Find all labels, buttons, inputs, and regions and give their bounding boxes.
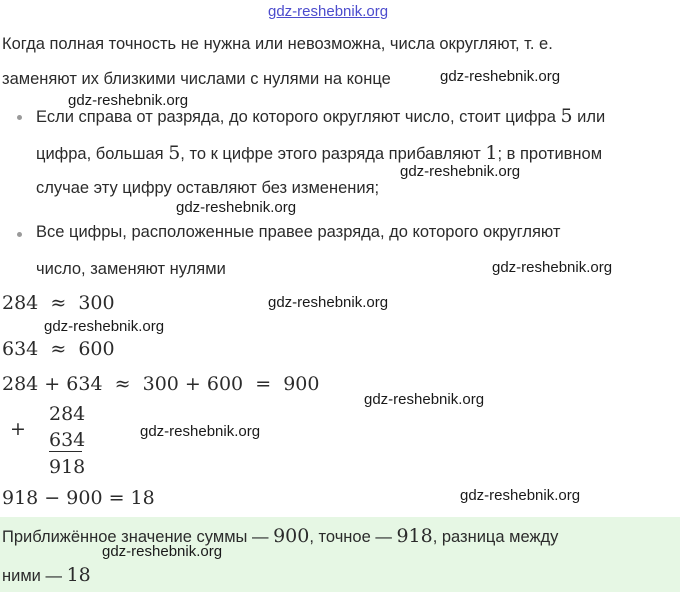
watermark: gdz-reshebnik.org: [44, 318, 165, 335]
plus-sign: +: [10, 418, 26, 440]
bullet-2-line-1: Все цифры, расположенные правее разряда, до которого округляют: [36, 223, 561, 241]
bullet-marker: [17, 115, 22, 120]
equation-3: 284 + 634 ≈ 300 + 600 = 900: [2, 373, 320, 395]
watermark: gdz-reshebnik.org: [102, 543, 223, 560]
bullet-marker: [17, 232, 22, 237]
number: 900: [273, 525, 310, 547]
intro-line-2: заменяют их близкими числами с нулями на конце: [2, 70, 391, 88]
watermark: gdz-reshebnik.org: [176, 199, 297, 216]
addend-1: 284: [49, 403, 86, 425]
watermark-top[interactable]: gdz-reshebnik.org: [268, 3, 389, 20]
bullet-1-line-2: [36, 142, 602, 164]
bullet-1-line-1: [36, 105, 605, 127]
watermark: gdz-reshebnik.org: [460, 487, 581, 504]
watermark: gdz-reshebnik.org: [68, 92, 189, 109]
intro-line-1: Когда полная точность не нужна или невозможна, числа округляют, т. е.: [2, 35, 553, 53]
text: , точное —: [309, 528, 392, 546]
number: 18: [66, 564, 91, 586]
text: Если справа от разряда, до которого округляют число, стоит цифра: [36, 108, 556, 126]
equation-4: 918 − 900 = 18: [2, 487, 155, 509]
watermark: gdz-reshebnik.org: [440, 68, 561, 85]
text: ; в противном: [497, 145, 603, 163]
bullet-1-line-3: случае эту цифру оставляют без изменения;: [36, 179, 380, 197]
watermark: gdz-reshebnik.org: [492, 259, 613, 276]
bullet-2-line-2: число, заменяют нулями: [36, 260, 226, 278]
text: цифра, большая: [36, 145, 164, 163]
equation-1: 284 ≈ 300: [2, 292, 115, 314]
addend-2: 634: [49, 429, 86, 451]
watermark: gdz-reshebnik.org: [400, 163, 521, 180]
number: 5: [168, 142, 181, 164]
number: 918: [396, 525, 433, 547]
text: или: [577, 108, 606, 126]
equation-2: 634 ≈ 600: [2, 338, 115, 360]
text: , разница между: [432, 528, 559, 546]
watermark: gdz-reshebnik.org: [364, 391, 485, 408]
number: 1: [485, 142, 498, 164]
conclusion-line-1: [2, 525, 558, 547]
text: ними —: [2, 567, 62, 585]
watermark: gdz-reshebnik.org: [268, 294, 389, 311]
text: , то к цифре этого разряда прибавляют: [180, 145, 481, 163]
conclusion-line-2: [2, 564, 91, 586]
number: 5: [560, 105, 573, 127]
watermark: gdz-reshebnik.org: [140, 423, 261, 440]
sum-result: 918: [49, 456, 86, 478]
text: Приближённое значение суммы —: [2, 528, 269, 546]
sum-divider-line: [49, 451, 82, 452]
